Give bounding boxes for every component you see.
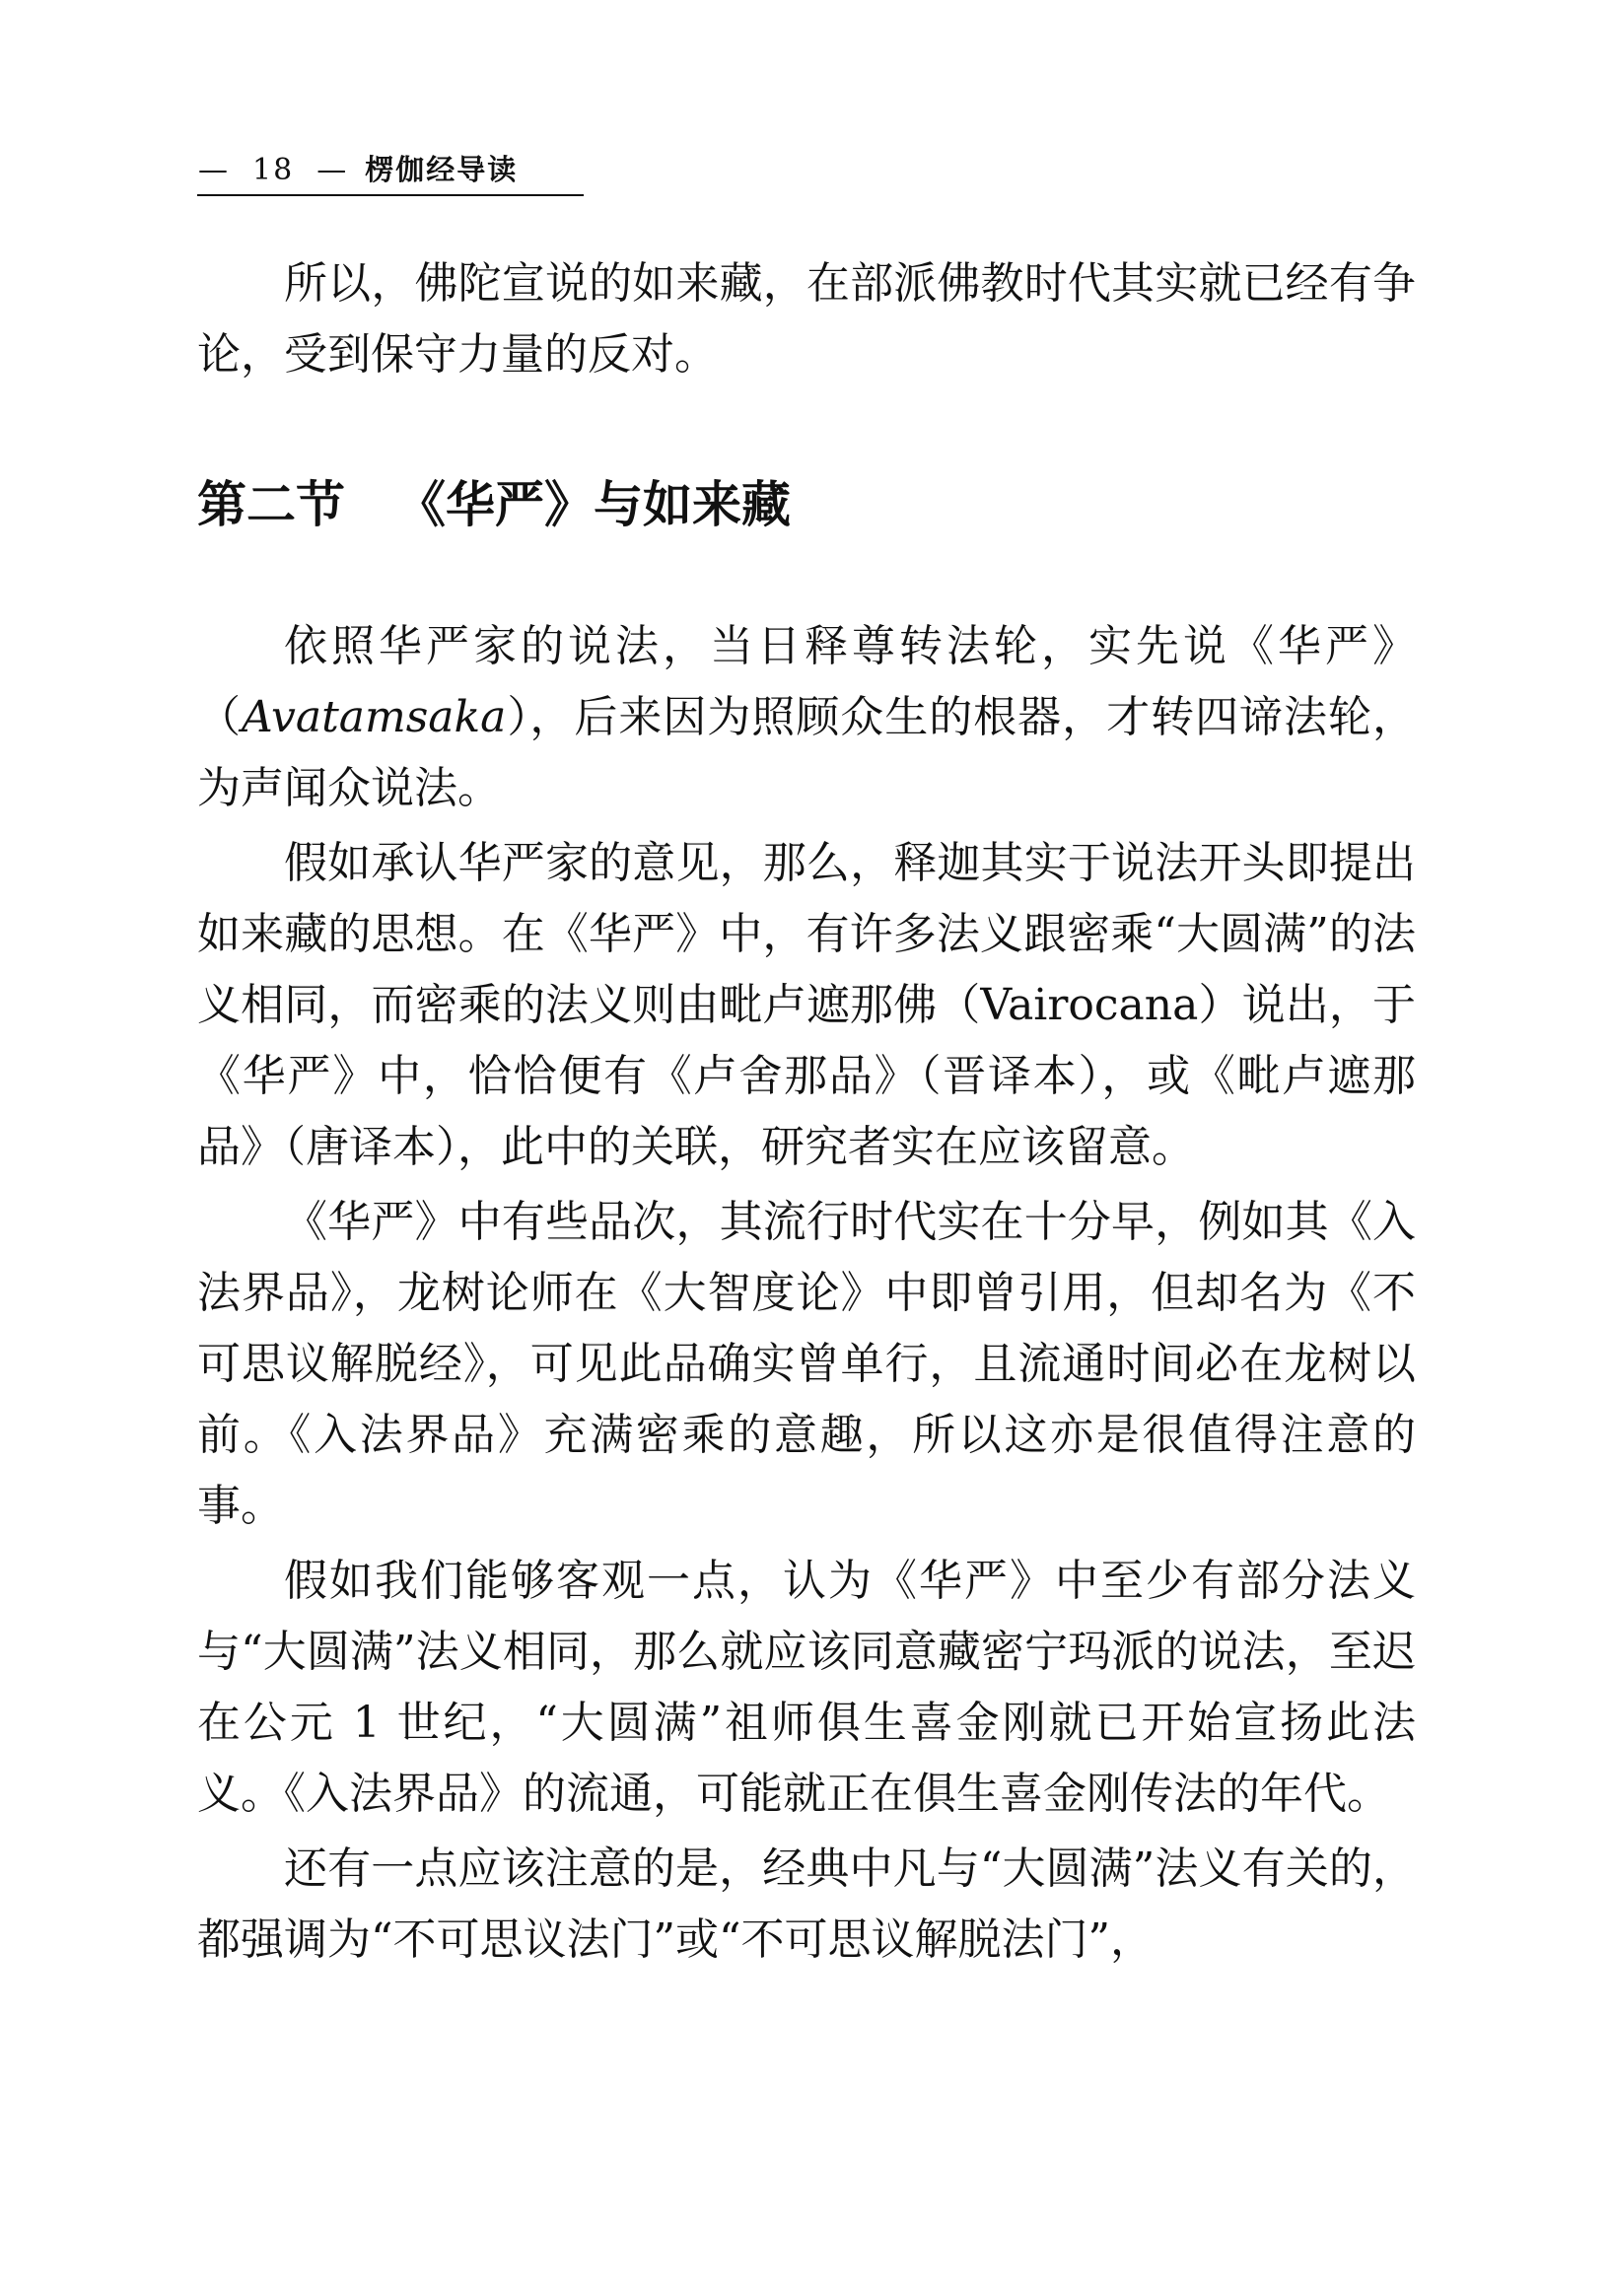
section-label: 第二节: [197, 476, 345, 533]
intro-block: [197, 248, 1416, 394]
running-header: [197, 148, 611, 191]
intro-paragraph: 所以，佛陀宣说的如来藏，在部派佛教时代其实就已经有争论，受到保守力量的反对。: [197, 258, 1416, 380]
section-title: 《华严》与如来藏: [396, 476, 791, 533]
paragraph-1-latin-term: Avatamsaka: [241, 692, 507, 742]
paragraph-2: 假如承认华严家的意见，那么，释迦其实于说法开头即提出如来藏的思想。在《华严》中，有许多法义跟密乘“大圆满”的法义相同，而密乘的法义则由毗卢遮那佛（Vairocana）说出，于《华严》中，恰恰便有《卢舍那品》（晋译本），或《毗卢遮那品》（唐译本），此中的关联，研究者实在应该留意。: [197, 838, 1416, 1172]
section-heading: [197, 465, 1416, 544]
paragraph-5: 还有一点应该注意的是，经典中凡与“大圆满”法义有关的，都强调为“不可思议法门”或“不可思议解脱法门”，: [197, 1844, 1416, 1965]
section-body: [197, 611, 1416, 1980]
book-title: 楞伽经导读: [365, 153, 519, 186]
paragraph-1-before: 依照华严家的说法，当日释尊转法轮，实先说《华严》（: [197, 621, 1416, 742]
paragraph-1-after: ），后来因为照顾众生的根器，才转四谛法轮，为声闻众说法。: [197, 692, 1417, 813]
header-dash-right: —: [316, 153, 349, 187]
page-number: 18: [252, 153, 295, 187]
header-rule: [197, 194, 584, 196]
paragraph-3: 《华严》中有些品次，其流行时代实在十分早，例如其《入法界品》，龙树论师在《大智度论》中即曾引用，但却名为《不可思议解脱经》，可见此品确实曾单行，且流通时间必在龙树以前。《入法界品》充满密乘的意趣，所以这亦是很值得注意的事。: [197, 1197, 1416, 1531]
header-dash-left: —: [198, 153, 230, 187]
paragraph-4: 假如我们能够客观一点，认为《华严》中至少有部分法义与“大圆满”法义相同，那么就应该同意藏密宁玛派的说法，至迟在公元 1 世纪，“大圆满”祖师俱生喜金刚就已开始宣扬此法义。《入法界品》的流通，可能就正在俱生喜金刚传法的年代。: [197, 1556, 1416, 1819]
paragraph-1: [197, 611, 1416, 824]
